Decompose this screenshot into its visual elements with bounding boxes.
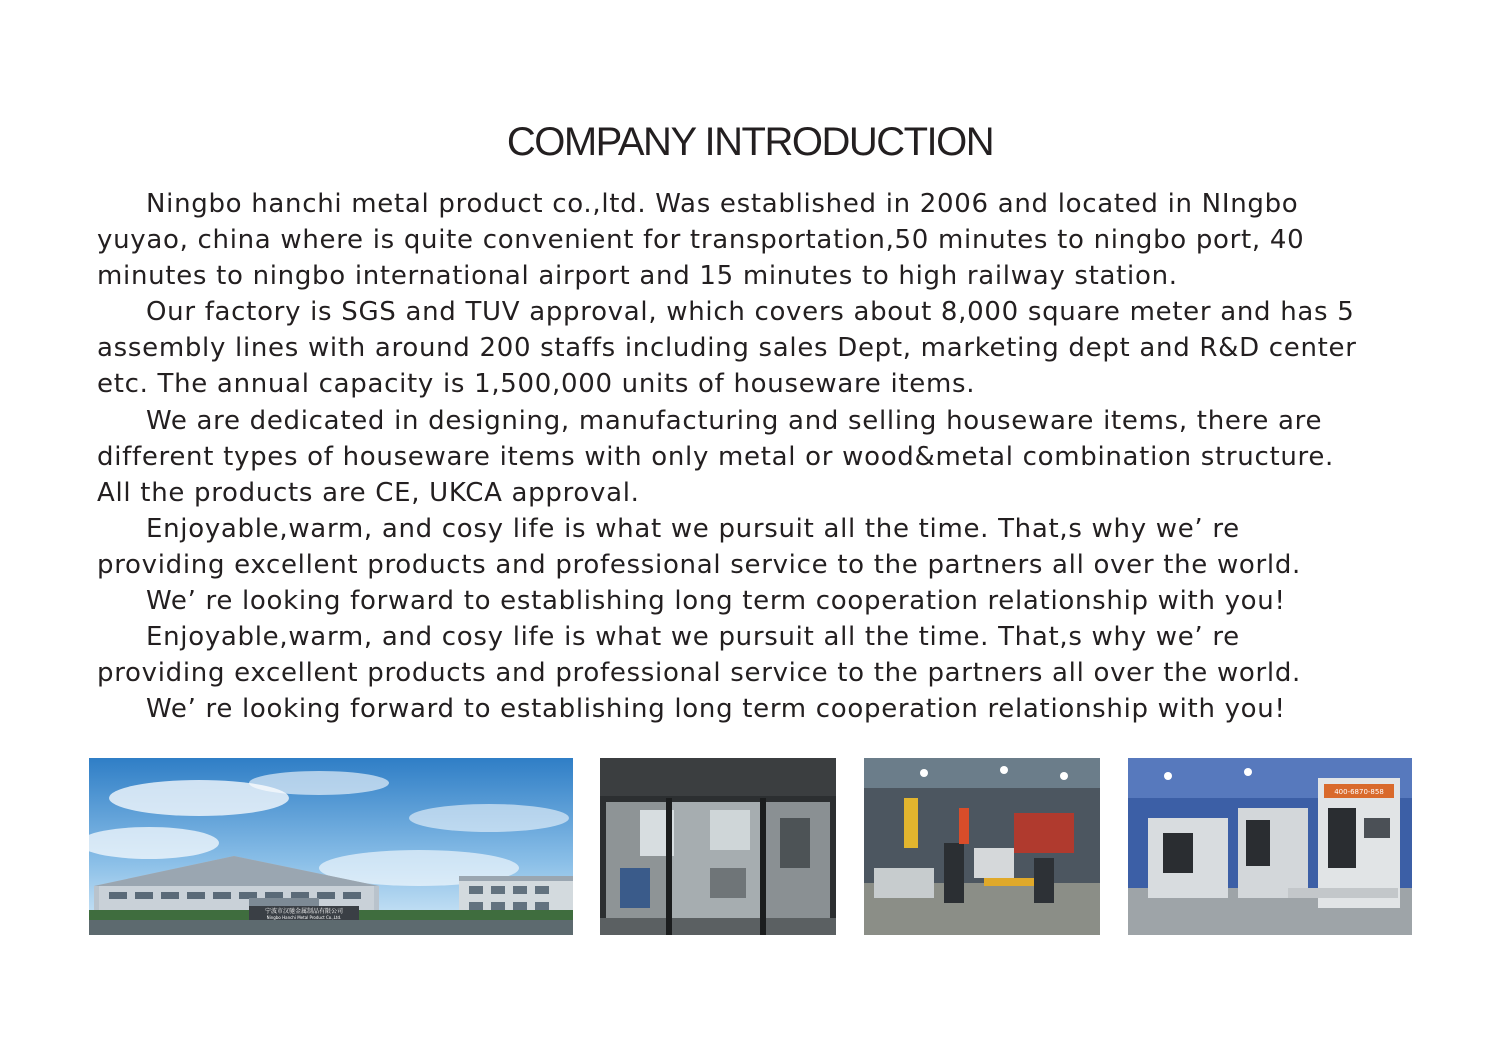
text-line: Ningbo hanchi metal product co.,ltd. Was established in 2006 and located in NIngbo [146, 189, 1299, 219]
workshop-photo [864, 758, 1100, 935]
text-line: Enjoyable,warm, and cosy life is what we pursuit all the time. That,s why we’ re [146, 622, 1240, 653]
building-sign-en: Ningbo Hanchi Metal Product Co.,Ltd. [266, 915, 342, 920]
text-line: providing excellent products and professional service to the partners all over the world. [97, 658, 1302, 689]
text-line: assembly lines with around 200 staffs including sales Dept, marketing dept and R&D center [97, 333, 1357, 364]
text-line: Our factory is SGS and TUV approval, which covers about 8,000 square meter and has 5 [146, 297, 1355, 328]
text-line: All the products are CE, UKCA approval. [97, 477, 640, 508]
inspection-room-photo [600, 758, 836, 935]
text-line: providing excellent products and professional service to the partners all over the world. [97, 549, 1302, 580]
text-line: different types of houseware items with only metal or wood&metal combination structure. [97, 441, 1335, 472]
factory-building-photo [89, 758, 573, 935]
cnc-machine-photo [1128, 758, 1412, 935]
text-line: etc. The annual capacity is 1,500,000 units of houseware items. [97, 369, 976, 400]
page-title: COMPANY INTRODUCTION [506, 120, 994, 164]
building-sign-cn: 宁波市汉驰金属制品有限公司 [264, 908, 344, 915]
text-line: We’ re looking forward to establishing long term cooperation relationship with you! [146, 694, 1286, 725]
text-line: yuyao, china where is quite convenient for transportation,50 minutes to ningbo port, 40 [97, 225, 1305, 256]
company-intro-text [97, 186, 1417, 727]
text-line: Enjoyable,warm, and cosy life is what we pursuit all the time. That,s why we’ re [146, 513, 1240, 544]
text-line: minutes to ningbo international airport and 15 minutes to high railway station. [97, 261, 1178, 292]
text-line: We are dedicated in designing, manufacturing and selling houseware items, there are [146, 405, 1323, 436]
machine-label: 400-6870-858 [1334, 788, 1384, 796]
text-line: We’ re looking forward to establishing long term cooperation relationship with you! [146, 586, 1286, 617]
